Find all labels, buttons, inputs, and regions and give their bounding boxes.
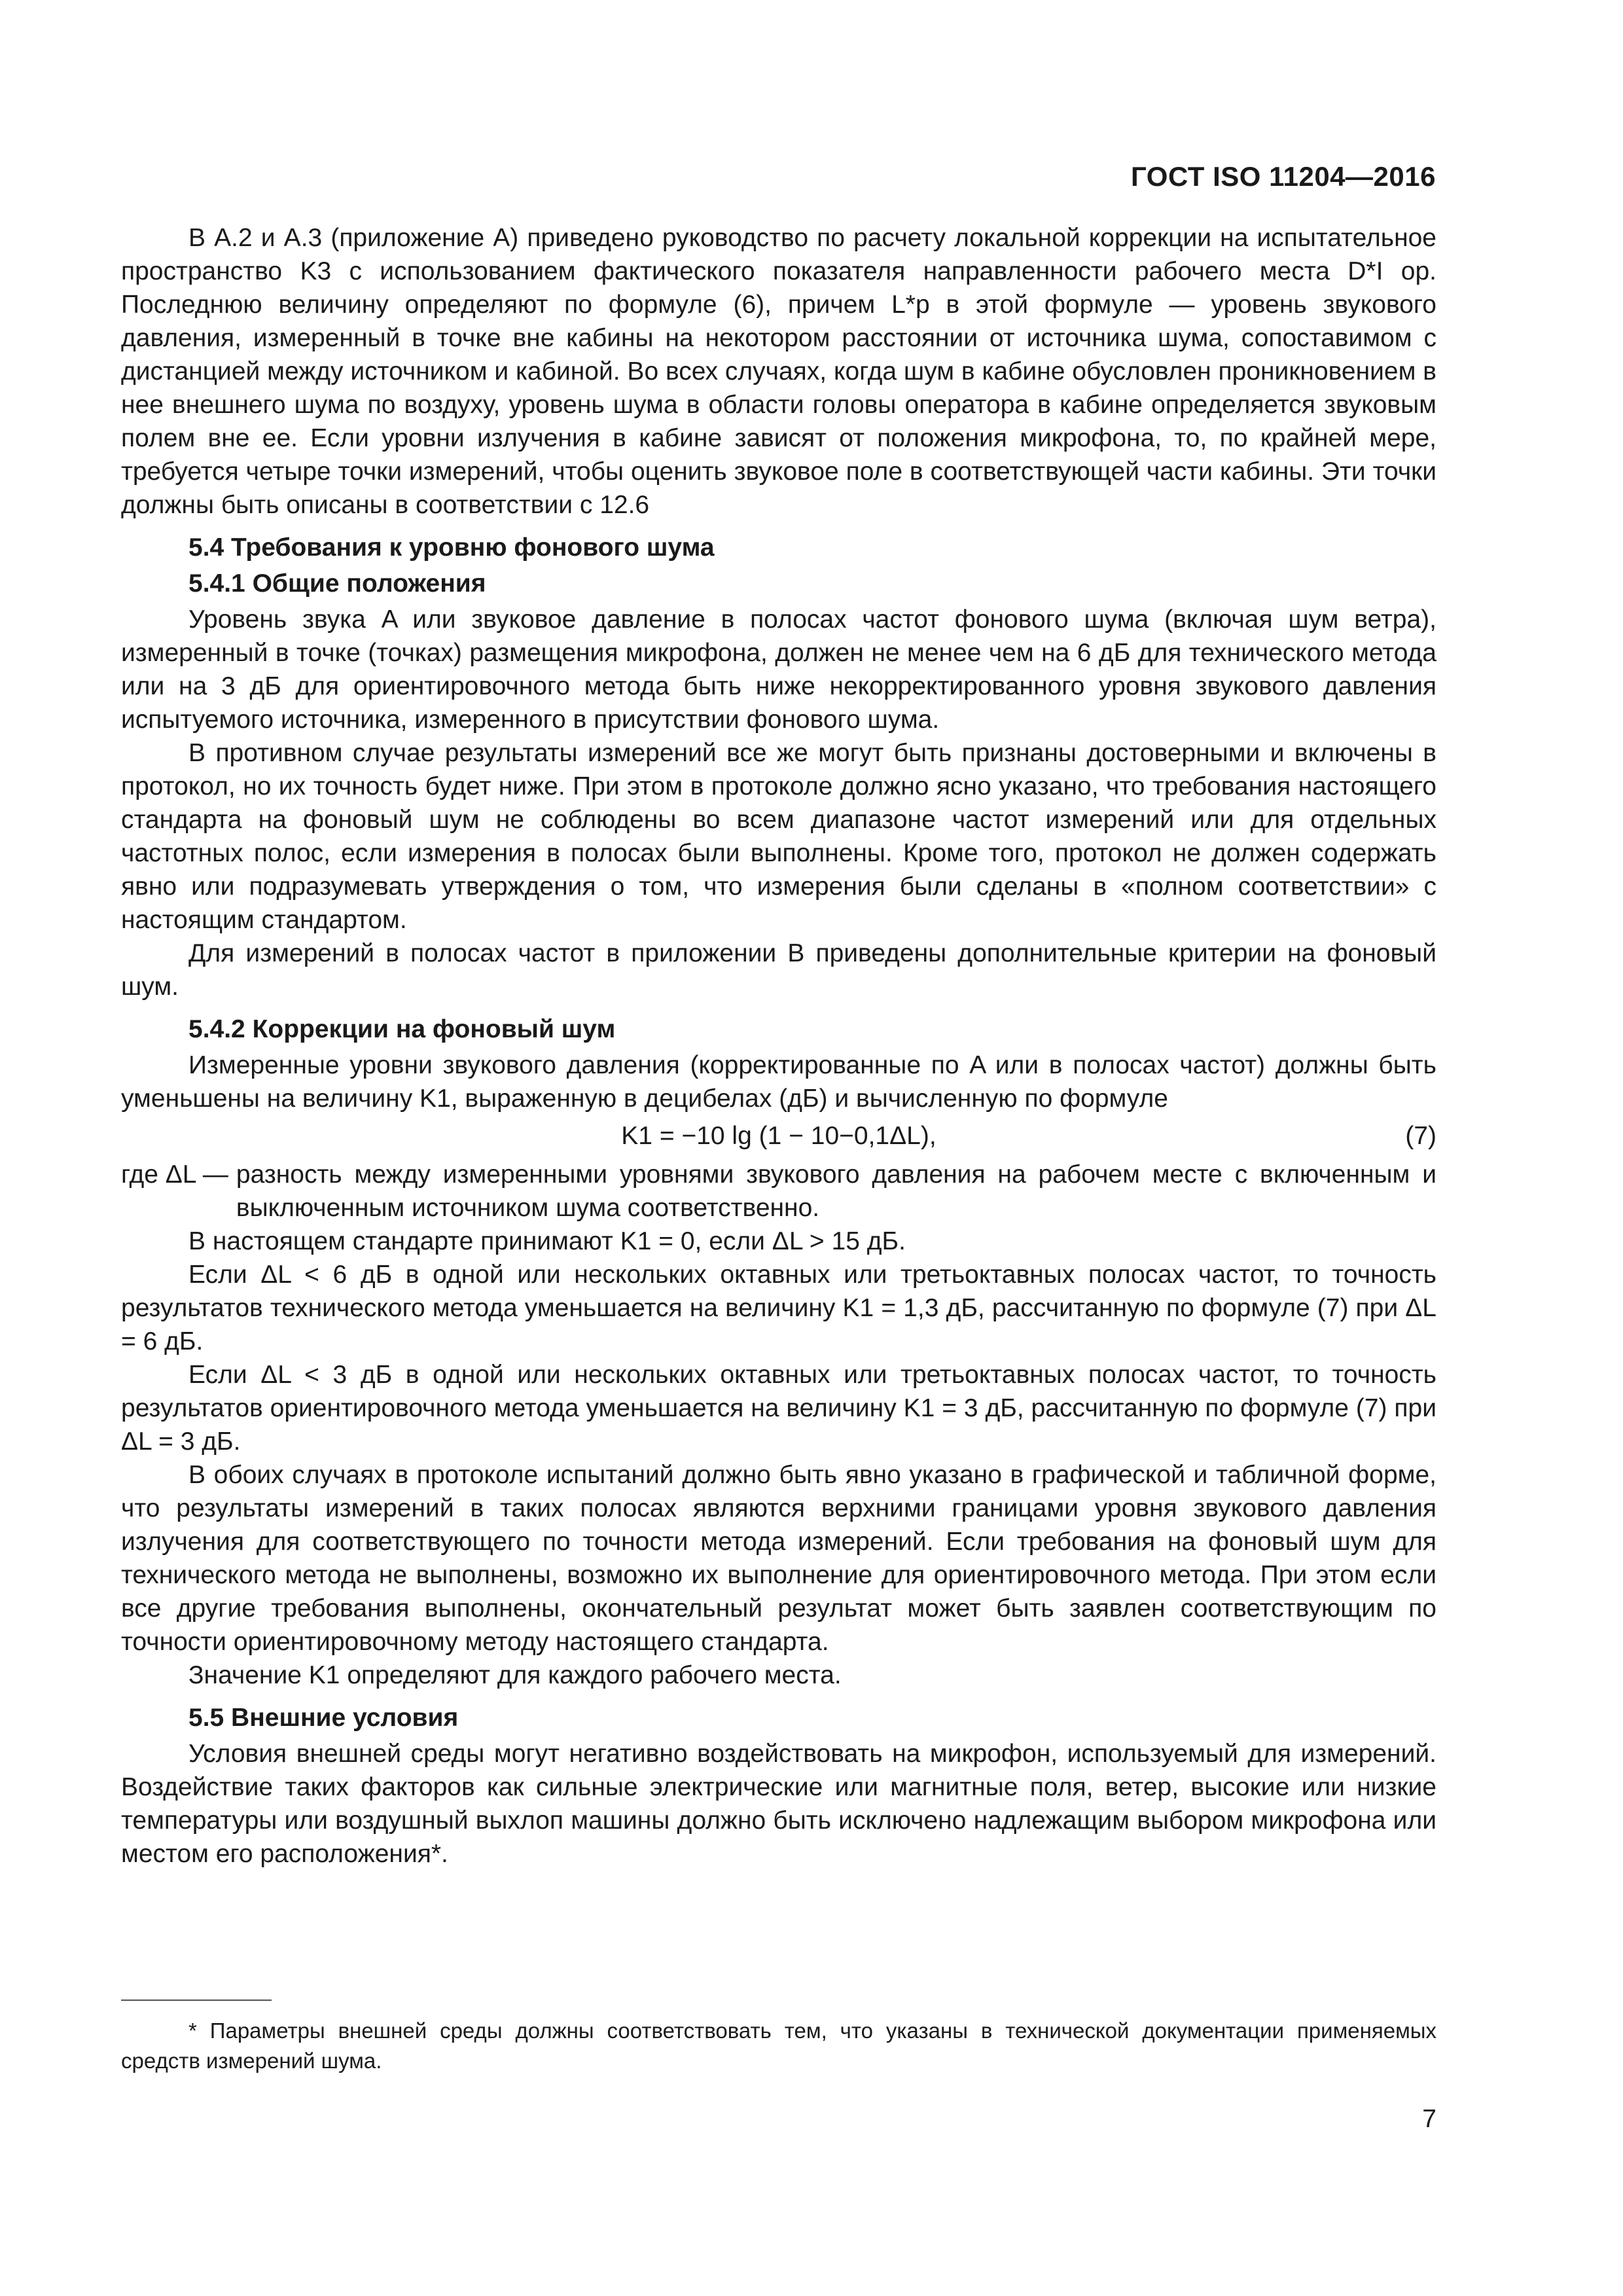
formula-number: (7) [1405,1122,1436,1150]
footnote: * Параметры внешней среды должны соответствовать тем, что указаны в технической документации применяемых средств измерений шума. [121,2018,1436,2073]
paragraph: Для измерений в полосах частот в приложении В приведены дополнительные критерии на фоновый шум. [121,939,1436,1001]
document-header: ГОСТ ISO 11204—2016 [1131,161,1436,192]
paragraph: Уровень звука A или звуковое давление в полосах частот фонового шума (включая шум ветра), измеренный в точке (точках) размещения микрофона, должен не менее чем на 6 дБ для технического метода или на 3 дБ для ориентировочного метода быть ниже некорректированного уровня звукового давления испытуемого источника, измеренного в присутствии фонового шума. [121,605,1436,734]
formula-legend [121,1158,1436,1225]
section-heading-5-4-1: 5.4.1 Общие положения [188,569,486,598]
section-heading-5-5: 5.5 Внешние условия [188,1704,459,1732]
paragraph: Условия внешней среды могут негативно воздействовать на микрофон, используемый для измерений. Воздействие таких факторов как сильные электрические или магнитные поля, ветер, высокие или низкие температуры или воздушный выхлоп машины должно быть исключено надлежащим выбором микрофона или местом его расположения*. [121,1740,1436,1868]
paragraph: Если ΔL < 3 дБ в одной или нескольких октавных или третьоктавных полосах частот, то точность результатов ориентировочного метода уменьшается на величину K1 = 3 дБ, рассчитанную по формуле (7) при ΔL = 3 дБ. [121,1361,1436,1456]
page-number: 7 [1422,2105,1436,2133]
formula-expression: K1 = −10 lg (1 − 10−0,1ΔL), [621,1122,936,1150]
formula-legend-text: разность между измеренными уровнями звукового давления на рабочем месте с включенным и выключенным источником шума соответственно. [236,1160,1436,1222]
paragraph: В противном случае результаты измерений все же могут быть признаны достоверными и включены в протокол, но их точность будет ниже. При этом в протоколе должно ясно указано, что требования настоящего стандарта на фоновый шум не соблюдены во всем диапазоне частот измерений или для отдельных частотных полос, если измерения в полосах были выполнены. Кроме того, протокол не должен содержать явно или подразумевать утверждения о том, что измерения были сделаны в «полном соответствии» с настоящим стандартом. [121,739,1436,934]
paragraph: В настоящем стандарте принимают K1 = 0, если ΔL > 15 дБ. [188,1227,906,1255]
footnote-separator [121,2000,272,2001]
paragraph: Измеренные уровни звукового давления (корректированные по A или в полосах частот) должны быть уменьшены на величину K1, выраженную в децибелах (дБ) и вычисленную по формуле [121,1051,1436,1113]
document-body [121,221,1436,1871]
paragraph-intro: В А.2 и А.3 (приложение А) приведено руководство по расчету локальной коррекции на испытательное пространство K3 с использованием фактического показателя направленности рабочего места D*I op. Последнюю величину определяют по формуле (6), причем L*p в этой формуле — уровень звукового давления, измеренный в точке вне кабины на некотором расстоянии от источника шума, сопоставимом с дистанцией между источником и кабиной. Во всех случаях, когда шум в кабине обусловлен проникновением в нее внешнего шума по воздуху, уровень шума в области головы оператора в кабине определяется звуковым полем вне ее. Если уровни излучения в кабине зависят от положения микрофона, то, по крайней мере, требуется четыре точки измерений, чтобы оценить звуковое поле в соответствующей части кабины. Эти точки должны быть описаны в соответствии с 12.6 [121,224,1436,519]
formula-7 [121,1119,1436,1153]
section-heading-5-4: 5.4 Требования к уровню фонового шума [188,533,715,562]
paragraph: Значение K1 определяют для каждого рабочего места. [188,1661,842,1689]
paragraph: В обоих случаях в протоколе испытаний должно быть явно указано в графической и табличной форме, что результаты измерений в таких полосах являются верхними границами уровня звукового давления излучения для соответствующего по точности метода измерений. Если требования на фоновый шум для технического метода не выполнены, возможно их выполнение для ориентировочного метода. При этом если все другие требования выполнены, окончательный результат может быть заявлен соответствующим по точности ориентировочному методу настоящего стандарта. [121,1461,1436,1656]
paragraph: Если ΔL < 6 дБ в одной или нескольких октавных или третьоктавных полосах частот, то точность результатов технического метода уменьшается на величину K1 = 1,3 дБ, рассчитанную по формуле (7) при ΔL = 6 дБ. [121,1261,1436,1355]
section-heading-5-4-2: 5.4.2 Коррекции на фоновый шум [188,1015,616,1043]
formula-legend-symbol: где ΔL — [121,1160,228,1189]
